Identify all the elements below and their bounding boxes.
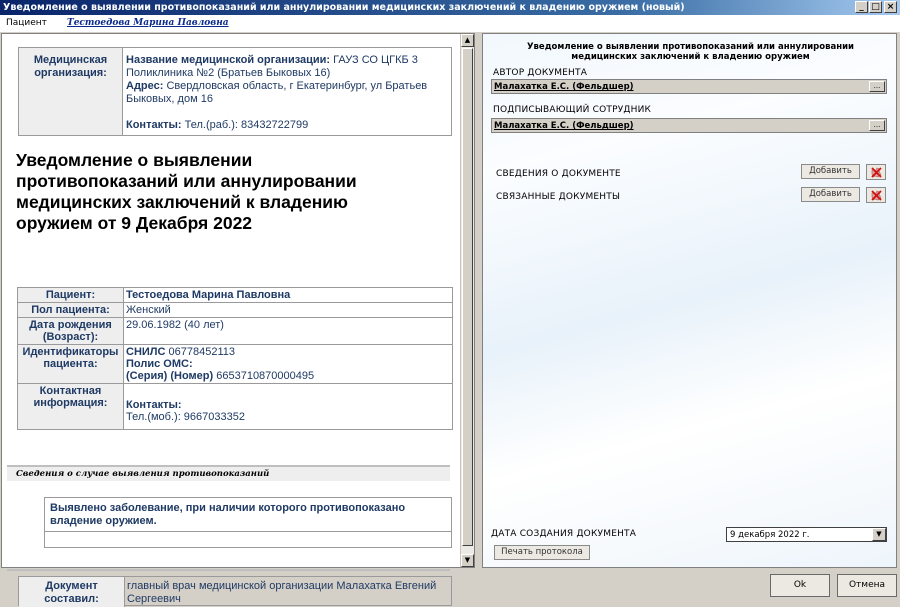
window-title-bar bbox=[0, 0, 900, 15]
document-preview bbox=[1, 33, 475, 605]
signer-field-value: Малахатка Е.С. (Фельдшер) bbox=[494, 121, 634, 131]
patient-table bbox=[17, 287, 453, 430]
date-dropdown-icon[interactable]: ▼ bbox=[872, 528, 886, 541]
author-field-value: Малахатка Е.С. (Фельдшер) bbox=[494, 82, 634, 92]
maximize-button[interactable]: □ bbox=[869, 1, 882, 13]
delete-icon bbox=[870, 189, 883, 202]
oms-label: Полис ОМС: bbox=[126, 358, 193, 370]
ids-key: Идентификаторы пациента: bbox=[18, 345, 124, 384]
diagnosis-divider bbox=[45, 531, 451, 532]
oms-series-label: (Серия) (Номер) bbox=[126, 370, 214, 382]
creation-date-value: 9 декабря 2022 г. bbox=[730, 530, 810, 540]
patient-label: Пациент bbox=[6, 18, 47, 28]
window-title: Уведомление о выявлении противопоказаний или аннулировании медицинских заключений к владению оружием (новый) bbox=[3, 2, 685, 13]
scroll-up-button[interactable]: ▲ bbox=[461, 34, 474, 47]
signer-select-button[interactable]: ... bbox=[869, 120, 885, 131]
patient-bar bbox=[0, 15, 900, 32]
author-divider bbox=[7, 569, 450, 571]
org-address-label: Адрес: bbox=[126, 80, 164, 92]
author-field[interactable] bbox=[491, 79, 887, 94]
add-related-doc-button[interactable]: Добавить bbox=[801, 187, 860, 202]
org-details bbox=[126, 54, 448, 132]
org-block bbox=[18, 47, 452, 136]
author-label: АВТОР ДОКУМЕНТА bbox=[493, 68, 588, 78]
delete-icon bbox=[870, 166, 883, 179]
patient-value: Тестоедова Марина Павловна bbox=[124, 288, 453, 303]
snils-value: 06778452113 bbox=[168, 346, 236, 358]
add-doc-info-button[interactable]: Добавить bbox=[801, 164, 860, 179]
document-title: Уведомление о выявлении противопоказаний или аннулировании медицинских заключений к владению оружием от 9 Декабря 2022 bbox=[16, 150, 357, 233]
snils-label: СНИЛС bbox=[126, 346, 166, 358]
gender-value: Женский bbox=[124, 303, 453, 318]
signer-field[interactable] bbox=[491, 118, 887, 133]
document-scrollbar[interactable] bbox=[460, 34, 474, 567]
contact-value bbox=[124, 384, 453, 430]
creation-date-label: ДАТА СОЗДАНИЯ ДОКУМЕНТА bbox=[491, 529, 637, 539]
patient-key: Пациент: bbox=[18, 288, 124, 303]
scroll-down-button[interactable]: ▼ bbox=[461, 554, 474, 567]
phone-value: Тел.(моб.): 9667033352 bbox=[126, 411, 245, 423]
contact-key: Контактная информация: bbox=[18, 384, 124, 430]
patient-link[interactable]: Тестоедова Марина Павловна bbox=[67, 18, 229, 28]
author-select-button[interactable]: ... bbox=[869, 81, 885, 92]
related-docs-label: СВЯЗАННЫЕ ДОКУМЕНТЫ bbox=[496, 192, 621, 202]
oms-value: 6653710870000495 bbox=[216, 370, 315, 382]
ok-button[interactable]: Ok bbox=[770, 574, 830, 597]
document-content bbox=[2, 34, 461, 605]
gender-key: Пол пациента: bbox=[18, 303, 124, 318]
section-title: Сведения о случае выявления противопоказаний bbox=[7, 467, 450, 481]
panel-title: Уведомление о выявлении противопоказаний или аннулировании медицинских заключений к владению оружием bbox=[527, 42, 854, 62]
dob-key: Дата рождения (Возраст): bbox=[18, 318, 124, 345]
org-contacts-label: Контакты: bbox=[126, 119, 182, 131]
diagnosis-block bbox=[44, 497, 452, 548]
minimize-button[interactable]: _ bbox=[855, 1, 868, 13]
diagnosis-text: Выявлено заболевание, при наличии которого противопоказано владение оружием. bbox=[50, 502, 406, 527]
org-address: Свердловская область, г Екатеринбург, ул Братьев Быковых, дом 16 bbox=[126, 80, 428, 105]
scroll-thumb[interactable] bbox=[462, 48, 473, 546]
dob-value: 29.06.1982 (40 лет) bbox=[124, 318, 453, 345]
print-protocol-button[interactable]: Печать протокола bbox=[494, 545, 590, 560]
doc-info-label: СВЕДЕНИЯ О ДОКУМЕНТЕ bbox=[496, 169, 621, 179]
delete-doc-info-button[interactable] bbox=[866, 164, 886, 180]
delete-related-doc-button[interactable] bbox=[866, 187, 886, 203]
ids-value bbox=[124, 345, 453, 384]
org-name: ГАУЗ СО ЦГКБ 3 Поликлиника №2 (Братьев Быковых 16) bbox=[126, 54, 418, 79]
author-block bbox=[18, 576, 452, 606]
cancel-button[interactable]: Отмена bbox=[837, 574, 897, 597]
org-contacts: Тел.(раб.): 83432722799 bbox=[184, 119, 309, 131]
author-key: Документ составил: bbox=[19, 577, 125, 607]
org-label: Медицинская организация: bbox=[19, 48, 123, 135]
org-name-label: Название медицинской организации: bbox=[126, 54, 331, 66]
contact-sub-label: Контакты: bbox=[126, 399, 182, 411]
creation-date-picker[interactable] bbox=[726, 527, 887, 542]
author-value: главный врач медицинской организации Малахатка Евгений Сергеевич bbox=[127, 580, 437, 605]
signer-label: ПОДПИСЫВАЮЩИЙ СОТРУДНИК bbox=[493, 105, 652, 115]
properties-panel bbox=[482, 33, 897, 568]
close-button[interactable]: × bbox=[884, 1, 897, 13]
